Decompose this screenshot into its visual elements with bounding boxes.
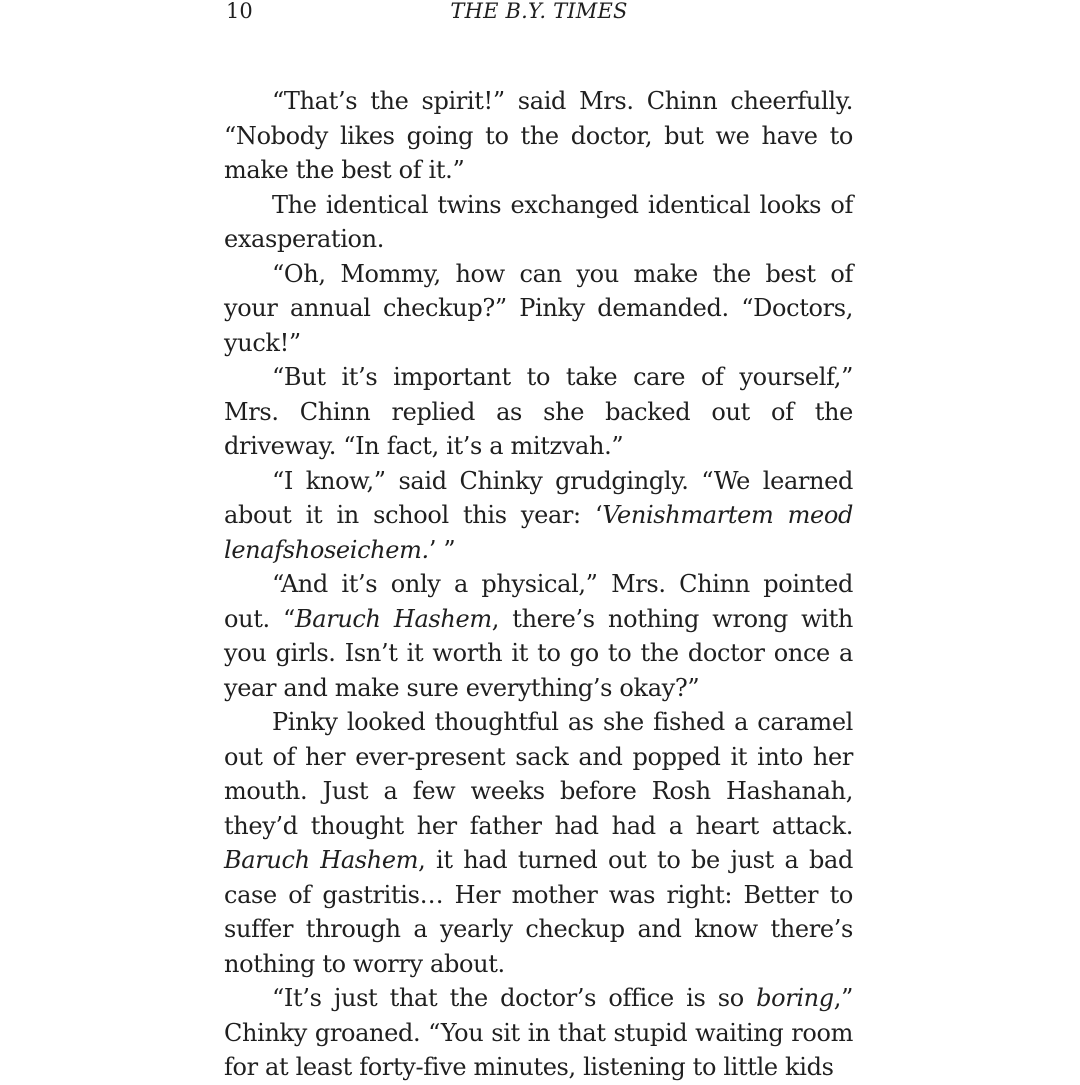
text-run: “But it’s important to take care of yourself,” Mrs. Chinn replied as she backed out of the driveway. “In fact, it’s a mitzvah.” <box>224 363 853 460</box>
text-run: ,” Chinky groaned. “You sit in that stupid waiting room for at least forty-five minutes, listening to little kids <box>224 984 853 1081</box>
text-run: “Oh, Mommy, how can you make the best of your annual checkup?” Pinky demanded. “Doctors, yuck!” <box>224 259 853 357</box>
paragraph <box>224 981 853 1085</box>
paragraph <box>224 84 853 188</box>
text-run: “And it’s only a physical,” Mrs. Chinn pointed out. “ <box>224 570 853 633</box>
body-text <box>224 84 853 1085</box>
text-run: Pinky looked thoughtful as she fished a caramel out of her ever-present sack and popped it into her mouth. Just a few weeks before Rosh Hashanah, they’d thought her father had had a heart attack. <box>224 708 853 840</box>
paragraph <box>224 360 853 464</box>
text-run: “I know,” said Chinky grudgingly. “We learned about it in school this year: ‘ <box>224 466 853 529</box>
text-run: “It’s just that the doctor’s office is so <box>272 984 757 1012</box>
paragraph <box>224 464 853 568</box>
page-number: 10 <box>226 0 253 23</box>
book-title: THE B.Y. TIMES <box>450 0 628 23</box>
paragraph <box>224 188 853 257</box>
text-run: , it had turned out to be just a bad case of gastritis… Her mother was right: Better to suffer through a yearly checkup and know there’s nothing to worry about. <box>224 846 854 978</box>
italic-text-run: boring <box>756 984 834 1012</box>
text-run: The identical twins exchanged identical looks of exasperation. <box>224 190 853 253</box>
italic-text-run: Baruch Hashem <box>224 846 419 874</box>
italic-text-run: Baruch Hashem <box>294 604 492 633</box>
text-run: “That’s the spirit!” said Mrs. Chinn cheerfully. “Nobody likes going to the doctor, but we have to make the best of it.” <box>224 87 853 184</box>
text-run: ’ ” <box>428 535 456 564</box>
text-run: , there’s nothing wrong with you girls. Isn’t it worth it to go to the doctor once a year and make sure everything’s okay?” <box>224 604 853 702</box>
paragraph <box>224 705 853 981</box>
paragraph <box>224 567 853 705</box>
italic-text-run: Venishmartem meod lenafshoseichem. <box>224 501 853 564</box>
running-head <box>226 0 852 26</box>
paragraph <box>224 257 853 361</box>
